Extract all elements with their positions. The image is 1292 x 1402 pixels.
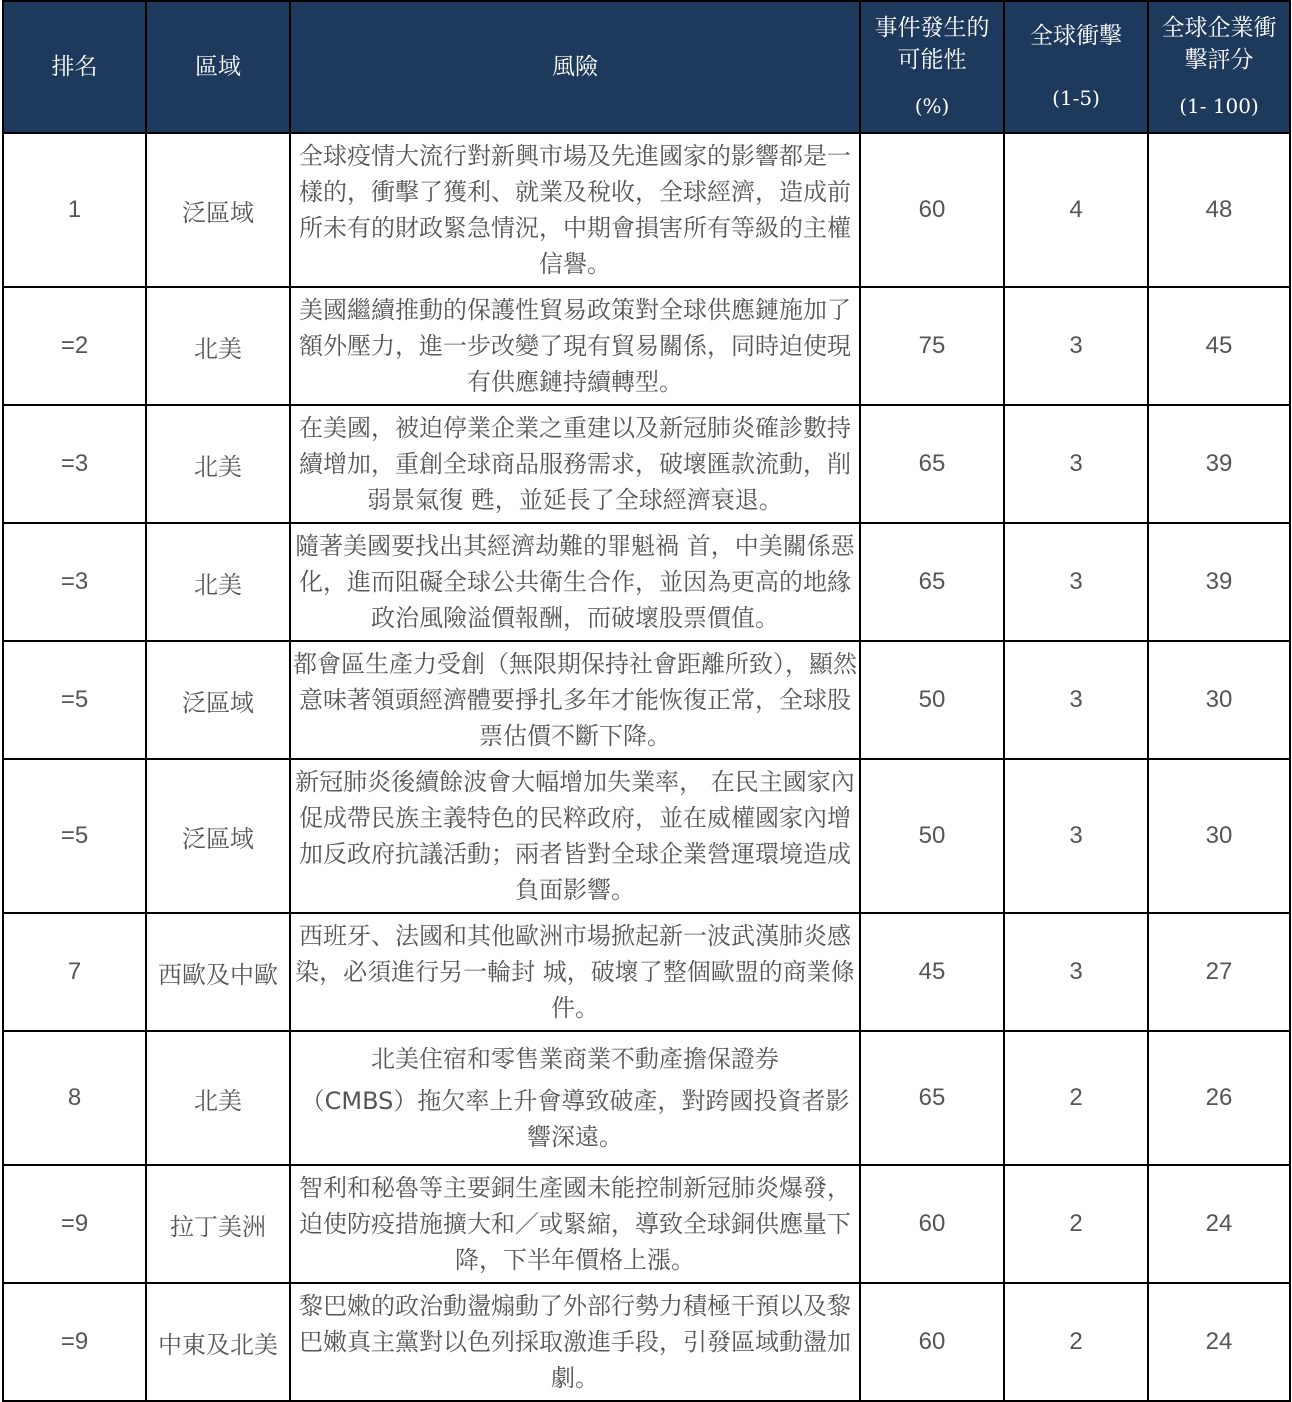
risk-text-part2: （CMBS）拖欠率上升會導致破產，對跨國投資者影響深遠。 [300, 1087, 850, 1151]
impact-cell: 4 [1004, 133, 1148, 287]
risk-text-part1: 北美住宿和零售業商業不動產擔保證券 [371, 1045, 779, 1073]
risk-cell: 智利和秘魯等主要銅生產國未能控制新冠肺炎爆發，迫使防疫措施擴大和／或緊縮，導致全球銅供應量下降，下半年價格上漲。 [290, 1165, 860, 1283]
likelihood-cell: 50 [860, 641, 1004, 759]
header-risk: 風險 [290, 1, 860, 133]
score-cell: 39 [1148, 405, 1290, 523]
header-score-range: (1- 100) [1179, 94, 1259, 118]
score-cell: 26 [1148, 1031, 1290, 1165]
region-cell: 中東及北美 [146, 1283, 290, 1401]
risk-cell: 美國繼續推動的保護性貿易政策對全球供應鏈施加了額外壓力，進一步改變了現有貿易關係，同時迫使現有供應鏈持續轉型。 [290, 287, 860, 405]
table-row [3, 759, 1290, 913]
region-cell: 北美 [146, 405, 290, 523]
risk-cell [290, 1031, 860, 1165]
risk-cell: 隨著美國要找出其經濟劫難的罪魁禍 首，中美關係惡化，進而阻礙全球公共衛生合作，並因為更高的地緣政治風險溢價報酬，而破壞股票價值。 [290, 523, 860, 641]
table-row [3, 1031, 1290, 1165]
score-cell: 39 [1148, 523, 1290, 641]
header-likelihood [860, 1, 1004, 133]
table-row [3, 133, 1290, 287]
header-likelihood-label: 事件發生的可能性 [874, 15, 990, 73]
score-cell: 24 [1148, 1165, 1290, 1283]
risk-cell: 黎巴嫩的政治動盪煽動了外部行勢力積極干預以及黎巴嫩真主黨對以色列採取激進手段，引發區域動盪加劇。 [290, 1283, 860, 1401]
region-cell: 拉丁美洲 [146, 1165, 290, 1283]
rank-cell: =9 [3, 1283, 146, 1401]
impact-cell: 3 [1004, 759, 1148, 913]
table-row [3, 913, 1290, 1031]
likelihood-cell: 65 [860, 405, 1004, 523]
table-row [3, 641, 1290, 759]
likelihood-cell: 65 [860, 523, 1004, 641]
risk-cell: 西班牙、法國和其他歐洲市場掀起新一波武漢肺炎感染，必須進行另一輪封 城，破壞了整個歐盟的商業條件。 [290, 913, 860, 1031]
header-impact-range: (1-5) [1052, 86, 1100, 110]
risk-cell: 在美國，被迫停業企業之重建以及新冠肺炎確診數持續增加，重創全球商品服務需求，破壞匯款流動，削弱景氣復 甦，並延長了全球經濟衰退。 [290, 405, 860, 523]
header-impact-label: 全球衝擊 [1030, 23, 1122, 49]
header-region: 區域 [146, 1, 290, 133]
impact-cell: 3 [1004, 641, 1148, 759]
region-cell: 北美 [146, 287, 290, 405]
table-row [3, 1283, 1290, 1401]
score-cell: 48 [1148, 133, 1290, 287]
impact-cell: 2 [1004, 1165, 1148, 1283]
risk-cell: 全球疫情大流行對新興市場及先進國家的影響都是一樣的，衝擊了獲利、就業及稅收，全球經濟，造成前所未有的財政緊急情況，中期會損害所有等級的主權信譽。 [290, 133, 860, 287]
likelihood-cell: 75 [860, 287, 1004, 405]
table-row [3, 1165, 1290, 1283]
impact-cell: 2 [1004, 1283, 1148, 1401]
header-rank: 排名 [3, 1, 146, 133]
impact-cell: 3 [1004, 287, 1148, 405]
score-cell: 30 [1148, 641, 1290, 759]
risk-table [2, 0, 1291, 1402]
rank-cell: 8 [3, 1031, 146, 1165]
rank-cell: =5 [3, 759, 146, 913]
rank-cell: =2 [3, 287, 146, 405]
likelihood-cell: 50 [860, 759, 1004, 913]
score-cell: 24 [1148, 1283, 1290, 1401]
likelihood-cell: 45 [860, 913, 1004, 1031]
impact-cell: 2 [1004, 1031, 1148, 1165]
score-cell: 30 [1148, 759, 1290, 913]
impact-cell: 3 [1004, 405, 1148, 523]
likelihood-cell: 60 [860, 1165, 1004, 1283]
impact-cell: 3 [1004, 523, 1148, 641]
rank-cell: 7 [3, 913, 146, 1031]
likelihood-cell: 60 [860, 133, 1004, 287]
header-likelihood-unit: (%) [914, 94, 950, 118]
rank-cell: =3 [3, 405, 146, 523]
risk-cell: 都會區生產力受創（無限期保持社會距離所致），顯然意味著領頭經濟體要掙扎多年才能恢復正常，全球股票估價不斷下降。 [290, 641, 860, 759]
region-cell: 西歐及中歐 [146, 913, 290, 1031]
likelihood-cell: 60 [860, 1283, 1004, 1401]
table-row [3, 523, 1290, 641]
table-row [3, 287, 1290, 405]
score-cell: 27 [1148, 913, 1290, 1031]
risk-cell: 新冠肺炎後續餘波會大幅增加失業率， 在民主國家內促成帶民族主義特色的民粹政府，並在威權國家內增加反政府抗議活動；兩者皆對全球企業營運環境造成負面影響。 [290, 759, 860, 913]
region-cell: 泛區域 [146, 759, 290, 913]
rank-cell: =9 [3, 1165, 146, 1283]
rank-cell: =3 [3, 523, 146, 641]
rank-cell: =5 [3, 641, 146, 759]
region-cell: 北美 [146, 523, 290, 641]
header-impact [1004, 1, 1148, 133]
header-score [1148, 1, 1290, 133]
impact-cell: 3 [1004, 913, 1148, 1031]
score-cell: 45 [1148, 287, 1290, 405]
region-cell: 泛區域 [146, 133, 290, 287]
table-row [3, 405, 1290, 523]
header-score-label: 全球企業衝擊評分 [1161, 15, 1277, 73]
region-cell: 泛區域 [146, 641, 290, 759]
header-row [3, 1, 1290, 133]
region-cell: 北美 [146, 1031, 290, 1165]
likelihood-cell: 65 [860, 1031, 1004, 1165]
rank-cell: 1 [3, 133, 146, 287]
